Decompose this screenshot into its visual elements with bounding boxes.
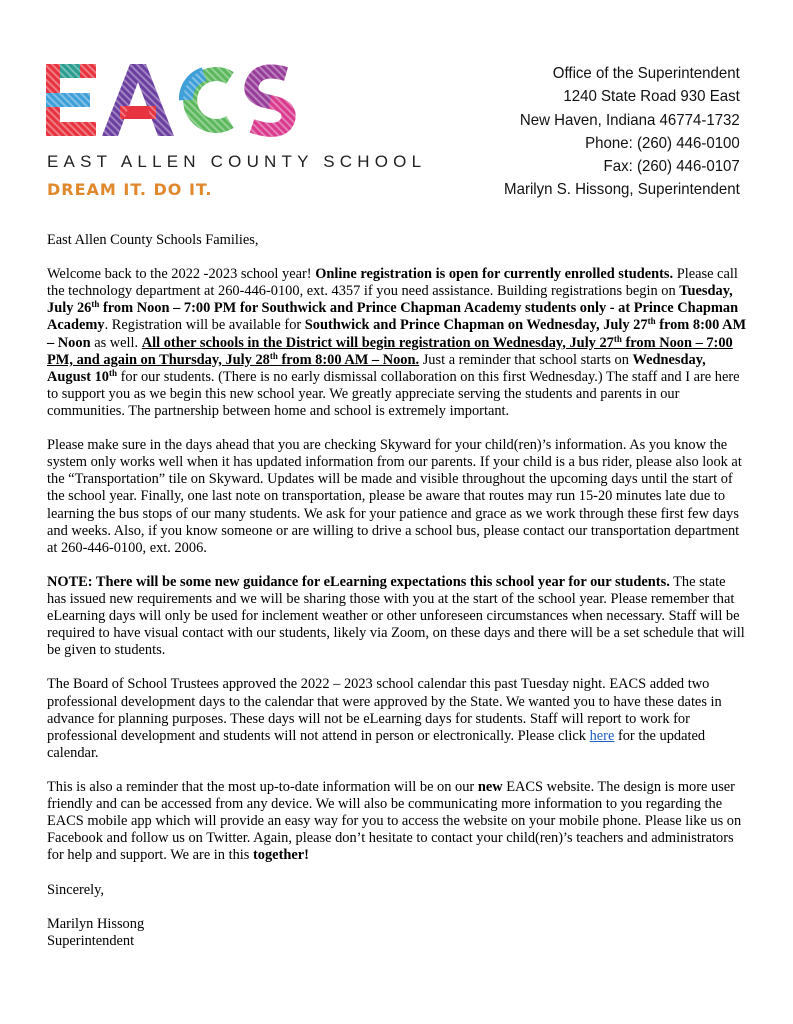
school-name: EAST ALLEN COUNTY SCHOOL	[47, 152, 427, 171]
office-fax: Fax: (260) 446-0107	[603, 158, 740, 176]
tagline: DREAM IT. DO IT.	[47, 180, 213, 199]
paragraph-elearning-note: NOTE: There will be some new guidance for eLearning expectations this school year for our students. The state has issued new requirements and we will be sharing those with you at the start of the school year. Please remember that eLearning days will only be used for inclement weather or other unforeseen circumstances when necessary. Staff will be required to have visual contact with our students, likely via Zoom, on these days and there will be a set schedule that will be given to students.	[47, 573, 745, 659]
closing: Sincerely,	[47, 881, 105, 898]
office-city: New Haven, Indiana 46774-1732	[520, 111, 740, 129]
paragraph-skyward: Please make sure in the days ahead that you are checking Skyward for your child(ren)’s information. As you know the system only works well when it has updated information from our parents. If your child is a bus rider, please also look at the “Transportation” tile on Skyward. Updates will be made and visible throughout the upcoming days until the start of the school year. Finally, one last note on transportation, please be aware that routes may run 15-20 minutes late due to learning the bus stops of our many students. We ask for your patience and grace as we work through these first few days and weeks. Also, if you know someone or are willing to drive a school bus, please contact our transportation department at 260-446-0100, ext. 2006.	[47, 437, 742, 556]
signer-name: Marilyn Hissong	[47, 915, 145, 932]
paragraph-calendar: The Board of School Trustees approved the 2022 – 2023 school calendar this past Tuesday night. EACS added two professional development days to the calendar that were approved by the State. We wanted you to have these dates in advance for planning purposes. These days will not be eLearning days for students. Staff will report to work for professional development and students will not attend in person or electronically. Please click here for the updated calendar.	[47, 676, 722, 761]
paragraph-website: This is also a reminder that the most up-to-date information will be on our new EACS website. The design is more user friendly and can be accessed from any device. We will also be communicating more information to you regarding the EACS mobile app which will provide an easy way for you to access the website on your mobile phone. Please like us on Facebook and follow us on Twitter. Again, please don’t hesitate to contact your child(ren)’s teachers and administrators for help and support. We are in this together!	[47, 779, 742, 864]
logo-letter-s	[251, 72, 288, 130]
greeting: East Allen County Schools Families,	[47, 232, 259, 248]
office-phone: Phone: (260) 446-0100	[585, 134, 740, 152]
signature-block	[47, 882, 747, 950]
office-address-block	[489, 62, 740, 202]
logo-letter-c	[186, 74, 230, 126]
signer-title: Superintendent	[47, 932, 135, 949]
letter-body	[47, 232, 747, 950]
paragraph-registration: Welcome back to the 2022 -2023 school year! Online registration is open for currently enrolled students. Please call the technology department at 260-446-0100, ext. 4357 if you need assistance. Building registrations begin on Tuesday, July 26th from Noon – 7:00 PM for Southwick and Prince Chapman Academy students only - at Prince Chapman Academy. Registration will be available for Southwick and Prince Chapman on Wednesday, July 27th from 8:00 AM – Noon as well. All other schools in the District will begin registration on Wednesday, July 27th from Noon – 7:00 PM, and again on Thursday, July 28th from 8:00 AM – Noon. Just a reminder that school starts on Wednesday, August 10th for our students. (There is no early dismissal collaboration on this first Wednesday.) The staff and I are here to support you as we begin this new school year. We greatly appreciate serving the students and parents in our communities. The partnership between home and school is extremely important.	[47, 266, 747, 419]
logo-letter-e	[46, 64, 96, 136]
calendar-link[interactable]: here	[589, 727, 615, 744]
office-superintendent: Marilyn S. Hissong, Superintendent	[504, 181, 740, 199]
eacs-logo-mark	[46, 64, 386, 144]
office-title: Office of the Superintendent	[552, 65, 740, 82]
logo-letter-a	[102, 64, 174, 136]
office-street: 1240 State Road 930 East	[563, 88, 740, 106]
